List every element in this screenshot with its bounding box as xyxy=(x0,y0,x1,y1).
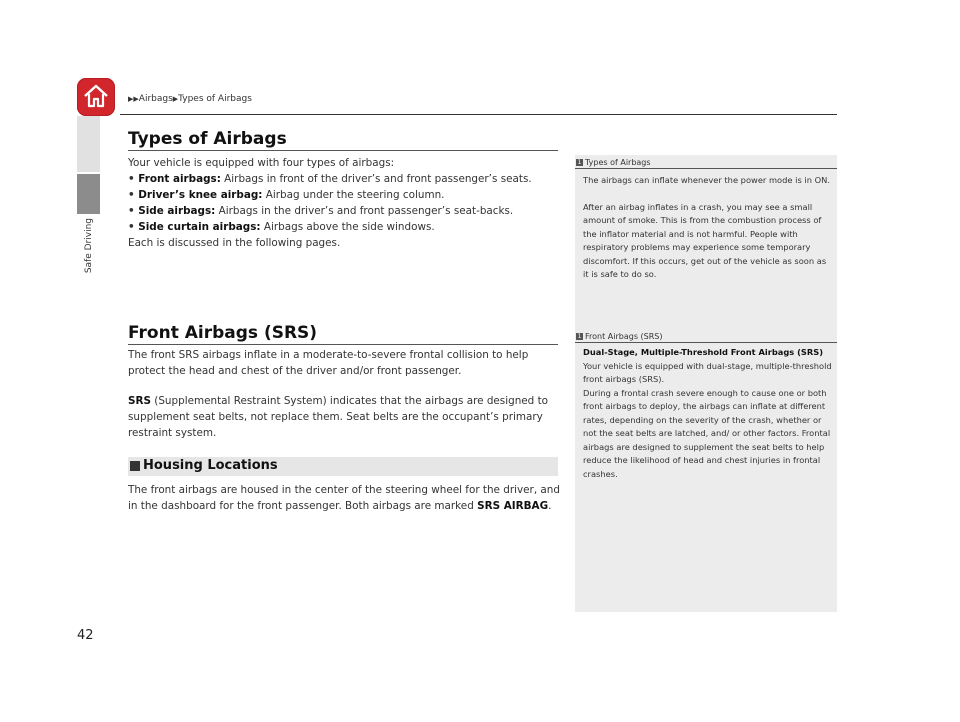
list-item: • Side curtain airbags: Airbags above the side windows. xyxy=(128,221,435,233)
sidebar-chapter-label: Safe Driving xyxy=(84,218,94,274)
subheading-housing-locations: Housing Locations xyxy=(128,457,558,476)
types-outro: Each is discussed in the following pages. xyxy=(128,237,341,249)
home-button[interactable] xyxy=(77,78,115,116)
note-front-para2: During a frontal crash severe enough to cause one or both front airbags to deploy, the airbags can inflate at different rates, depending on the severity of the crash, whether or not the seat belts are latched, and/ or other factors. Frontal airbags are designed to supplement the seat belts to help reduce the likelihood of head and chest injuries in frontal crashes. xyxy=(583,387,831,479)
front-airbags-body xyxy=(128,347,560,441)
list-item: • Side airbags: Airbags in the driver’s and front passenger’s seat-backs. xyxy=(128,205,514,217)
note-body-front-airbags xyxy=(583,346,833,481)
breadcrumb-link-airbags[interactable]: Airbags xyxy=(138,94,173,104)
types-intro: Your vehicle is equipped with four types of airbags: xyxy=(128,157,395,169)
note-front-heading: Dual-Stage, Multiple-Threshold Front Airbags (SRS) xyxy=(583,347,824,357)
types-body xyxy=(128,155,568,251)
list-item: • Driver’s knee airbag: Airbag under the steering column. xyxy=(128,189,445,201)
note-front-para1: Your vehicle is equipped with dual-stage, multiple-threshold front airbags (SRS). xyxy=(583,360,832,384)
note-rule xyxy=(575,168,837,169)
breadcrumb xyxy=(128,94,252,104)
section-title-front-airbags: Front Airbags (SRS) xyxy=(128,323,318,343)
note-rule xyxy=(575,342,837,343)
section-title-types: Types of Airbags xyxy=(128,129,287,149)
front-airbags-para1: The front SRS airbags inflate in a moderate-to-severe frontal collision to help protect the head and chest of the driver and/or front passenger. xyxy=(128,349,529,377)
breadcrumb-arrow-icon: ▶ xyxy=(172,95,179,103)
square-bullet-icon xyxy=(130,461,140,471)
section-title-rule xyxy=(128,150,558,151)
front-airbags-para2: SRS (Supplemental Restraint System) indicates that the airbags are designed to supplement seat belts, not replace them. Seat belts are the occupant’s primary restraint system. xyxy=(128,395,549,439)
sidebar-tab-background xyxy=(77,116,100,172)
note-types-para2: After an airbag inflates in a crash, you may see a small amount of smoke. This is from the combustion process of the inflator material and is not harmful. People with respiratory problems may experience some temporary discomfort. If this occurs, get out of the vehicle as soon as it is safe to do so. xyxy=(583,201,827,279)
page-number: 42 xyxy=(77,628,94,643)
header-divider xyxy=(120,114,837,115)
note-marker-icon: 1 xyxy=(577,333,582,340)
sidebar-tab-active[interactable] xyxy=(77,174,100,214)
note-heading-front-airbags[interactable]: 1 Front Airbags (SRS) xyxy=(577,332,663,341)
housing-para: The front airbags are housed in the center of the steering wheel for the driver, and in the dashboard for the front passenger. Both airbags are marked SRS AIRBAG. xyxy=(128,484,560,512)
home-icon xyxy=(82,82,110,110)
housing-body xyxy=(128,482,560,514)
note-heading-types[interactable]: 1 Types of Airbags xyxy=(577,158,651,167)
breadcrumb-arrow-icon: ▶▶ xyxy=(128,95,139,103)
note-body-types xyxy=(583,174,831,282)
note-types-para1: The airbags can inflate whenever the power mode is in ON. xyxy=(583,175,830,185)
list-item: • Front airbags: Airbags in front of the driver’s and front passenger’s seats. xyxy=(128,173,532,185)
breadcrumb-current: Types of Airbags xyxy=(178,94,252,104)
section-title-rule xyxy=(128,344,558,345)
note-marker-icon: 1 xyxy=(577,159,582,166)
